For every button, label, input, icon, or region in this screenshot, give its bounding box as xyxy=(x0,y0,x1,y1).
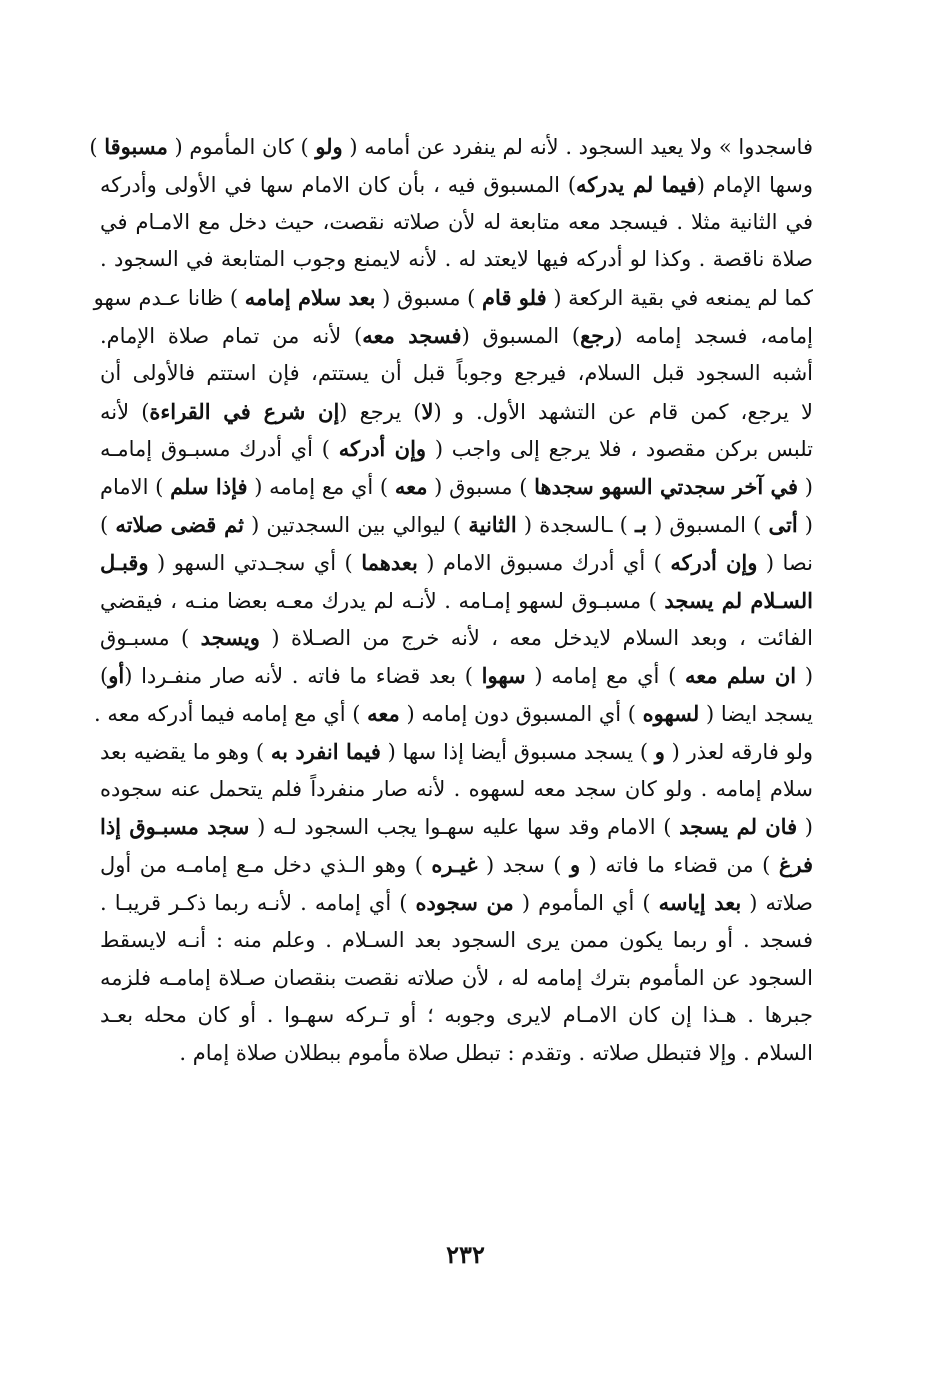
bold-text-segment: أتى xyxy=(768,511,798,537)
text-line xyxy=(100,619,813,657)
text-segment: جبرها . هـذا إن كان الامـام لايرى وجوبه ؛ أو تـركه سهـوا . أو كان محله بعـد xyxy=(100,1003,813,1028)
text-segment: ) أي مع إمامه ( xyxy=(247,475,395,500)
text-segment: ) أي سجـدتي السهو ( xyxy=(148,550,362,575)
text-line xyxy=(100,733,813,771)
bold-text-segment: وإن أدركه xyxy=(338,436,427,462)
bold-text-segment: السـلام لم يسجد xyxy=(664,587,813,613)
text-segment: ) المسبوق ( xyxy=(646,512,769,537)
bold-text-segment: ان سلم معه xyxy=(684,663,797,689)
bold-text-segment: معه xyxy=(367,700,400,726)
text-line xyxy=(100,657,813,695)
text-segment: ) مسبوق ( xyxy=(375,286,483,311)
text-segment: كما لم يمنعه في بقية الركعة ( xyxy=(546,286,813,311)
text-segment: ) أي أدرك مسبـوق إمامـه xyxy=(100,437,339,462)
text-line xyxy=(100,846,813,884)
bold-text-segment: فيما انفرد به xyxy=(270,738,381,764)
text-line xyxy=(100,355,813,393)
text-segment: ) xyxy=(100,512,116,537)
bold-text-segment: من سجوده xyxy=(415,889,514,915)
text-segment: ( xyxy=(797,815,813,840)
text-segment: ) بعد قضاء ما فاته . لأنه صار منفـردا ( xyxy=(124,664,482,689)
text-segment: السلام . وإلا فتبطل صلاته . وتقدم : تبطل صلاة مأموم ببطلان صلاة إمام . xyxy=(179,1041,813,1066)
text-line xyxy=(100,544,813,582)
bold-text-segment: بعد إياسه xyxy=(658,889,742,915)
text-segment: ) أي إمامه . لأنـه ربما ذكـر قريبـا . xyxy=(100,890,416,915)
text-line xyxy=(100,1035,813,1073)
bold-text-segment: وإن أدركه xyxy=(670,549,758,575)
text-segment: ) xyxy=(100,664,109,689)
bold-text-segment: في آخر سجدتي السهو سجدها xyxy=(534,474,799,500)
bold-text-segment: ثم قضى صلاته xyxy=(115,511,244,537)
text-segment: ) مسبـوق xyxy=(100,626,201,651)
bold-text-segment: مسبوقا xyxy=(104,134,168,159)
bold-text-segment: غيـره xyxy=(431,852,478,878)
text-segment: ) الامام xyxy=(100,475,171,500)
text-segment: يسجد ايضا ( xyxy=(699,701,813,726)
text-segment: ( xyxy=(796,664,814,689)
text-segment: السجود عن المأموم بترك إمامه له ، لأن صلاته نقصت بنقصان صـلاة إمامـه فلزمه xyxy=(100,965,813,990)
bold-text-segment: معه xyxy=(394,474,428,500)
text-segment: ) ليوالي بين السجدتين ( xyxy=(243,512,469,537)
text-segment: ) لأنه xyxy=(100,399,150,424)
text-segment: ) مسبوق ( xyxy=(427,475,535,500)
text-segment: ) لأنه من تمام صلاة الإمام. xyxy=(100,323,363,348)
text-line xyxy=(100,582,813,620)
text-line xyxy=(100,204,813,242)
text-line xyxy=(100,166,813,204)
text-segment: ) ظانا عـدم سهو xyxy=(93,286,245,311)
page-body xyxy=(89,128,814,1073)
bold-text-segment: لسهوه xyxy=(642,700,700,726)
text-line xyxy=(100,771,813,809)
bold-text-segment: إن شرع في القراءة xyxy=(149,398,340,424)
text-segment: ) ـالسجدة ( xyxy=(516,512,635,537)
bold-text-segment: فإذا سلم xyxy=(170,474,248,500)
text-segment: ) أي أدرك مسبوق الامام ( xyxy=(417,550,671,575)
bold-text-segment: بـ xyxy=(634,511,647,537)
bold-text-segment: الثانية xyxy=(468,511,517,537)
text-segment: ( xyxy=(797,512,814,537)
text-line xyxy=(89,128,813,166)
bold-text-segment: و xyxy=(569,852,581,878)
text-segment: فسجد . أو ربما يكون ممن يرى السجود بعد السـلام . وعلم منه : أنـه لايسقط xyxy=(100,927,813,952)
text-line xyxy=(100,241,813,279)
bold-text-segment: فلو قام xyxy=(482,285,547,311)
text-segment: الفائت ، وبعد السلام لايدخل معه ، لأنه خرج من الصـلاة ( xyxy=(259,626,813,651)
bold-text-segment: فسجد معه xyxy=(362,322,462,348)
text-segment: ) أي مع إمامه ( xyxy=(525,664,685,689)
text-segment: ) من قضاء ما فاته ( xyxy=(580,853,779,878)
text-segment: صلاته ( xyxy=(741,890,813,915)
page-number: ٢٣٢ xyxy=(446,1240,485,1269)
text-segment: سلام إمامه . ولو كان سجد معه لسهوه . لأنه صار منفرداً فلم يتحمل عنه سجوده xyxy=(100,776,813,801)
text-line xyxy=(94,695,813,733)
text-segment: ) كان المأموم ( xyxy=(167,135,316,159)
text-line xyxy=(100,997,813,1035)
text-segment: ) مسبـوق لسهو إمـامه . لأنـه لم يدرك معـه بعضا منـه ، فيقضي xyxy=(100,588,665,613)
text-segment: ) أي المسبوق دون إمامه ( xyxy=(399,701,643,726)
text-line xyxy=(100,960,813,998)
text-segment: ) يسجد مسبوق أيضا إذا سها ( xyxy=(380,739,655,764)
text-line xyxy=(100,317,813,355)
bold-text-segment: سهوا xyxy=(481,663,526,689)
bold-text-segment: بعدهما xyxy=(361,549,418,575)
bold-text-segment: فيما لم يدركه xyxy=(576,171,697,197)
text-segment: فاسجدوا » ولا يعيد السجود . لأنه لم ينفرد عن أمامه ( xyxy=(342,135,813,159)
text-segment: ) سجد ( xyxy=(477,853,570,878)
text-line xyxy=(100,808,813,846)
text-segment: ) وهو ما يقضيه بعد xyxy=(100,739,271,764)
text-segment: ) يرجع ( xyxy=(339,399,422,424)
bold-text-segment: رجع xyxy=(580,322,615,348)
text-segment: نصا ( xyxy=(757,550,813,575)
text-line xyxy=(100,922,813,960)
bold-text-segment: سجد مسبـوق إذا xyxy=(100,814,250,840)
text-segment: ) وهو الـذي دخل مـع إمامـه من أول xyxy=(100,853,432,878)
text-segment: إمامه، فسجد إمامه ( xyxy=(614,323,813,348)
bold-text-segment: فان لم يسجد xyxy=(679,814,798,840)
bold-text-segment: فرغ xyxy=(778,852,813,878)
text-line xyxy=(100,393,813,431)
text-segment: ) أي مع إمامه فيما أدركه معه . xyxy=(94,701,368,726)
text-segment: لا يرجع، كمن قام عن التشهد الأول. و ( xyxy=(433,399,813,424)
bold-text-segment: لا xyxy=(421,398,434,424)
text-segment: ) أي المأموم ( xyxy=(513,890,659,915)
text-segment: ) المسبوق ( xyxy=(461,323,581,348)
bold-text-segment: وقبـل xyxy=(100,549,149,575)
bold-text-segment: بعد سلام إمامه xyxy=(244,285,376,311)
text-segment: ( xyxy=(798,475,813,500)
text-line xyxy=(100,884,813,922)
bold-text-segment: أو xyxy=(108,663,125,689)
text-line xyxy=(100,468,813,506)
bold-text-segment: و xyxy=(654,738,665,764)
text-line xyxy=(100,430,813,468)
text-segment: تلبس بركن مقصود ، فلا يرجع إلى واجب ( xyxy=(426,437,814,462)
text-segment: ) xyxy=(89,135,105,159)
text-line xyxy=(93,279,813,317)
text-segment: ) الامام وقد سها عليه سهـوا يجب السجود لـه ( xyxy=(249,815,680,840)
text-line xyxy=(100,506,813,544)
text-segment: صلاة ناقصة . وكذا لو أدركه فيها لايعتد له . لأنه لايمنع وجوب المتابعة في السجود . xyxy=(100,247,813,272)
bold-text-segment: ولو xyxy=(315,134,343,159)
text-segment: وسها الإمام ( xyxy=(696,172,813,197)
text-segment: في الثانية مثلا . فيسجد معه متابعة له لأن صلاته نقصت، حيث دخل مع الامـام في xyxy=(100,209,813,234)
text-segment: أشبه السجود قبل السلام، فيرجع وجوباً قبل أن يستتم، فإن استتم فالأولى أن xyxy=(100,360,813,385)
text-segment: ) المسبوق فيه ، بأن كان الامام سها في الأولى وأدركه xyxy=(100,172,577,197)
bold-text-segment: ويسجد xyxy=(200,625,260,651)
text-segment: ولو فارقه لعذر ( xyxy=(664,739,813,764)
